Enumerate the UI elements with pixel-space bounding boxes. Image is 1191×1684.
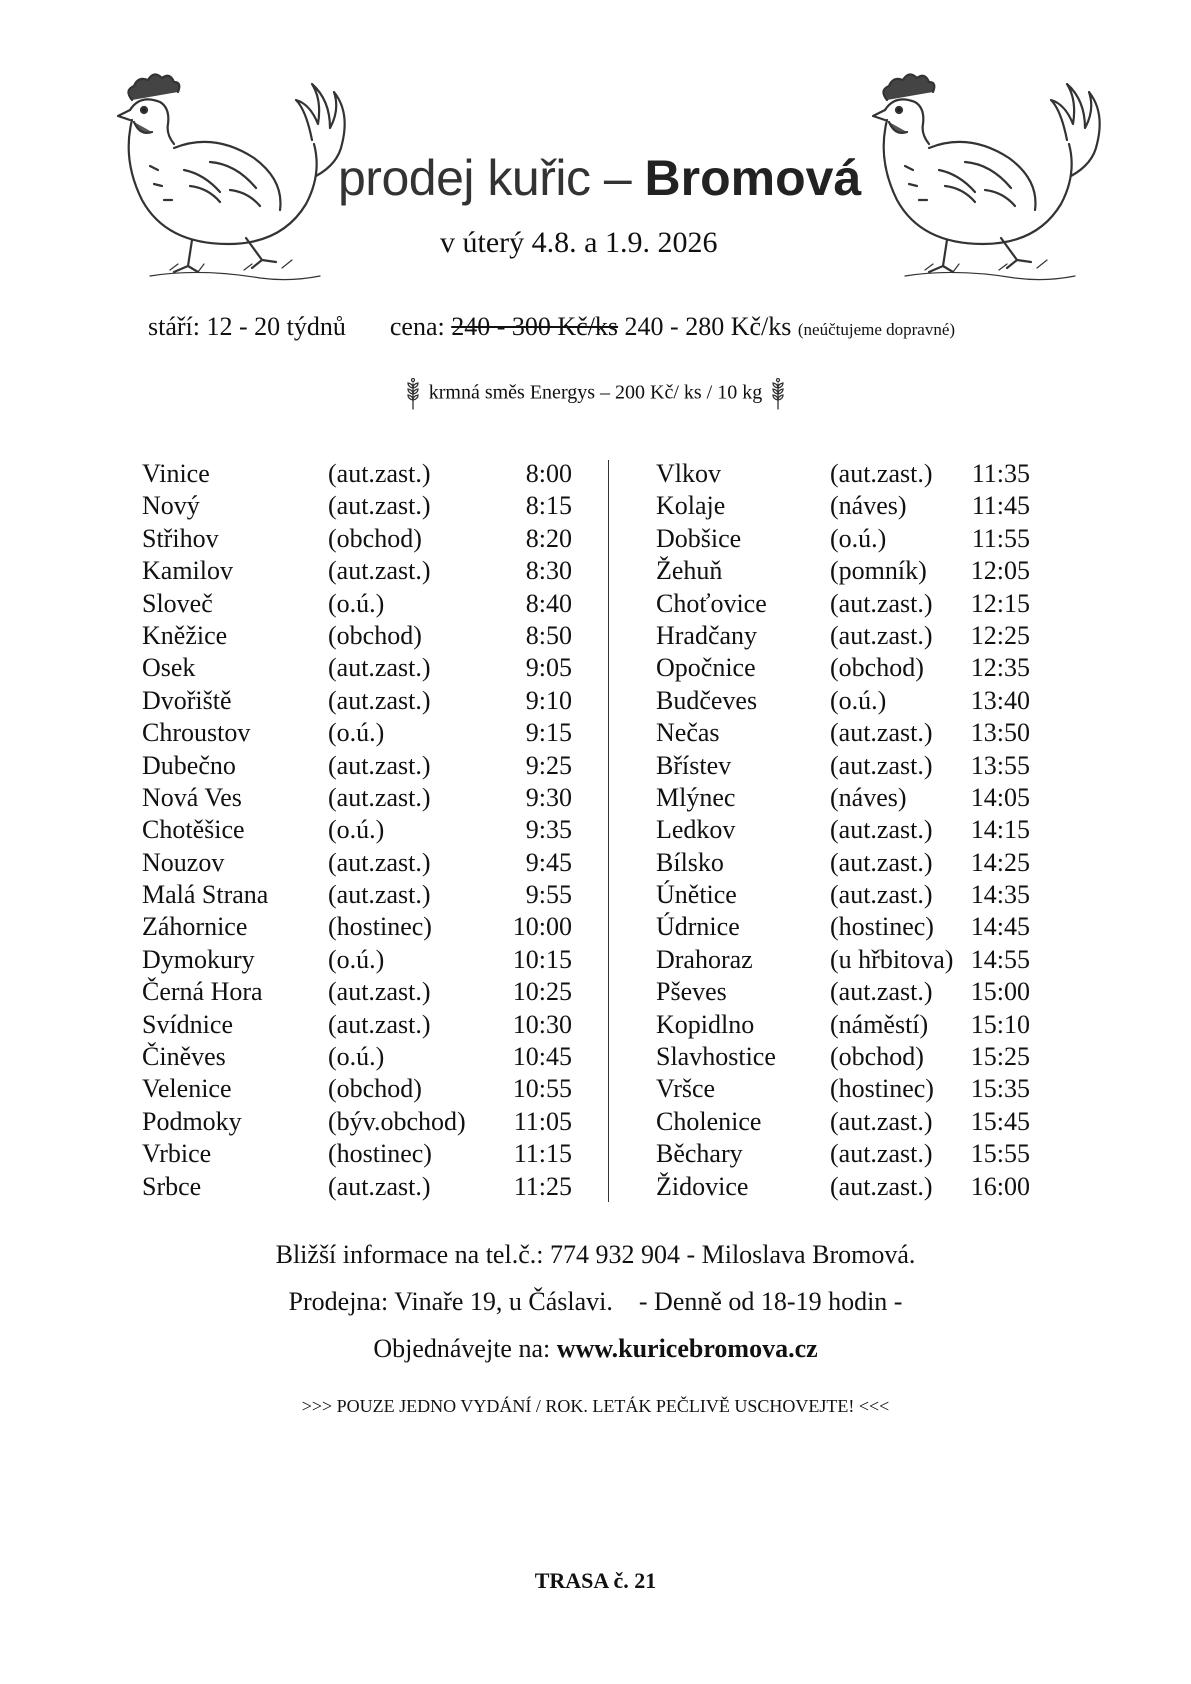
stop-place: (obchod) xyxy=(328,620,422,650)
stop-time: 16:00 xyxy=(970,1171,1030,1201)
schedule-row xyxy=(656,717,1056,749)
schedule-row xyxy=(142,847,582,879)
shop-hours: - Denně od 18-19 hodin - xyxy=(638,1287,903,1316)
stop-time: 15:35 xyxy=(970,1074,1030,1104)
age-price-line xyxy=(148,312,955,342)
town-name: Údrnice xyxy=(656,912,740,942)
page-title xyxy=(338,148,868,208)
title-light: prodej kuřic – xyxy=(338,150,645,206)
town-name: Pševes xyxy=(656,977,727,1007)
schedule-row xyxy=(142,976,582,1008)
feed-line xyxy=(0,378,1191,410)
stop-time: 14:05 xyxy=(970,782,1030,812)
stop-time: 15:00 xyxy=(970,977,1030,1007)
schedule-row xyxy=(142,782,582,814)
town-name: Choťovice xyxy=(656,588,767,618)
stop-place: (obchod) xyxy=(830,653,924,683)
stop-place: (aut.zast.) xyxy=(830,847,933,877)
new-price: 240 - 280 Kč/ks xyxy=(624,312,792,341)
schedule-row xyxy=(656,1138,1056,1170)
route-number: TRASA č. 21 xyxy=(534,1568,657,1593)
stop-place: (aut.zast.) xyxy=(830,588,933,618)
order-line xyxy=(0,1334,1191,1364)
town-name: Dubečno xyxy=(142,750,236,780)
stop-place: (aut.zast.) xyxy=(328,491,431,521)
stop-time: 11:15 xyxy=(513,1139,572,1169)
hen-icon xyxy=(110,70,350,286)
schedule-row xyxy=(142,1073,582,1105)
stop-time: 8:50 xyxy=(525,620,572,650)
schedule-row xyxy=(142,555,582,587)
stop-place: (aut.zast.) xyxy=(830,459,933,488)
schedule-row xyxy=(142,911,582,943)
schedule-row xyxy=(142,879,582,911)
town-name: Černá Hora xyxy=(142,977,263,1007)
stop-place: (o.ú.) xyxy=(328,815,385,845)
hen-icon xyxy=(865,70,1105,286)
stop-place: (hostinec) xyxy=(328,1139,432,1169)
stop-time: 9:25 xyxy=(525,750,572,780)
stop-time: 11:05 xyxy=(513,1106,572,1136)
schedule-row xyxy=(656,523,1056,555)
town-name: Bílsko xyxy=(656,847,724,877)
stop-time: 8:00 xyxy=(525,459,572,488)
schedule-row xyxy=(656,814,1056,846)
stop-time: 9:45 xyxy=(525,847,572,877)
stop-time: 10:45 xyxy=(512,1042,572,1072)
schedule-row xyxy=(656,1041,1056,1073)
schedule-row xyxy=(656,685,1056,717)
stop-place: (náves) xyxy=(830,782,907,812)
schedule-row xyxy=(142,1138,582,1170)
title-bold: Bromová xyxy=(644,150,862,206)
town-name: Běchary xyxy=(656,1139,743,1169)
town-name: Žehuň xyxy=(656,556,723,586)
town-name: Kopidlno xyxy=(656,1009,755,1039)
town-name: Podmoky xyxy=(142,1106,242,1136)
town-name: Budčeves xyxy=(656,685,758,715)
town-name: Kolaje xyxy=(656,491,726,521)
stop-place: (hostinec) xyxy=(830,912,934,942)
feed-text: krmná směs Energys – 200 Kč/ ks / 10 kg xyxy=(428,381,763,404)
stop-place: (aut.zast.) xyxy=(328,685,431,715)
schedule-row xyxy=(656,555,1056,587)
town-name: Dvořiště xyxy=(142,685,232,715)
schedule-row xyxy=(656,1073,1056,1105)
schedule-row xyxy=(656,490,1056,522)
stop-time: 9:10 xyxy=(525,685,572,715)
stop-place: (obchod) xyxy=(328,1074,422,1104)
schedule-row xyxy=(656,1009,1056,1041)
town-name: Opočnice xyxy=(656,653,756,683)
stop-time: 14:45 xyxy=(970,912,1030,942)
stop-place: (aut.zast.) xyxy=(830,880,933,910)
stop-place: (aut.zast.) xyxy=(328,556,431,586)
stop-time: 10:25 xyxy=(512,977,572,1007)
schedule-row xyxy=(142,458,582,490)
town-name: Malá Strana xyxy=(142,880,269,910)
stop-time: 11:35 xyxy=(971,459,1030,488)
stop-place: (o.ú.) xyxy=(328,718,385,748)
town-name: Osek xyxy=(142,653,196,683)
stop-time: 9:35 xyxy=(525,815,572,845)
stop-place: (hostinec) xyxy=(830,1074,934,1104)
stop-time: 9:30 xyxy=(525,782,572,812)
stop-time: 9:15 xyxy=(525,718,572,748)
town-name: Židovice xyxy=(656,1171,749,1201)
schedule-row xyxy=(656,1171,1056,1203)
shop-address: Prodejna: Vinaře 19, u Čáslavi. xyxy=(288,1287,613,1316)
town-name: Svídnice xyxy=(142,1009,233,1039)
stop-time: 13:55 xyxy=(970,750,1030,780)
schedule-row xyxy=(142,1106,582,1138)
schedule-row xyxy=(656,1106,1056,1138)
stop-place: (aut.zast.) xyxy=(830,1171,933,1201)
stop-place: (pomník) xyxy=(830,556,927,586)
schedule-row xyxy=(656,652,1056,684)
town-name: Nečas xyxy=(656,718,720,748)
schedule-row xyxy=(142,523,582,555)
town-name: Únětice xyxy=(656,880,737,910)
town-name: Velenice xyxy=(142,1074,232,1104)
age-text: stáří: 12 - 20 týdnů xyxy=(148,312,346,341)
schedule-row xyxy=(656,458,1056,490)
town-name: Cholenice xyxy=(656,1106,762,1136)
stop-place: (aut.zast.) xyxy=(328,880,431,910)
stop-place: (aut.zast.) xyxy=(328,459,431,488)
town-name: Dobšice xyxy=(656,523,742,553)
town-name: Drahoraz xyxy=(656,944,753,974)
town-name: Činěves xyxy=(142,1042,226,1072)
old-price: 240 - 300 Kč/ks xyxy=(451,312,619,341)
stop-time: 8:40 xyxy=(525,588,572,618)
column-divider xyxy=(608,460,609,1202)
town-name: Hradčany xyxy=(656,620,758,650)
stop-place: (u hřbitova) xyxy=(830,944,954,974)
town-name: Vršce xyxy=(656,1074,716,1104)
town-name: Chroustov xyxy=(142,718,251,748)
sale-dates: v úterý 4.8. a 1.9. 2026 xyxy=(440,226,718,259)
stop-time: 15:55 xyxy=(970,1139,1030,1169)
town-name: Vrbice xyxy=(142,1139,212,1169)
stop-place: (o.ú.) xyxy=(830,685,887,715)
town-name: Ledkov xyxy=(656,815,736,845)
stop-time: 15:45 xyxy=(970,1106,1030,1136)
stop-place: (aut.zast.) xyxy=(830,718,933,748)
town-name: Břístev xyxy=(656,750,732,780)
stop-time: 10:30 xyxy=(512,1009,572,1039)
stop-time: 14:15 xyxy=(970,815,1030,845)
stop-time: 10:00 xyxy=(512,912,572,942)
town-name: Dymokury xyxy=(142,944,255,974)
town-name: Střihov xyxy=(142,523,219,553)
stop-place: (o.ú.) xyxy=(328,944,385,974)
schedule-row xyxy=(656,847,1056,879)
stop-place: (aut.zast.) xyxy=(328,1009,431,1039)
price-label: cena: xyxy=(389,312,445,341)
stop-time: 12:15 xyxy=(970,588,1030,618)
stop-place: (aut.zast.) xyxy=(830,1139,933,1169)
stop-place: (aut.zast.) xyxy=(328,750,431,780)
schedule-row xyxy=(142,1009,582,1041)
stop-place: (o.ú.) xyxy=(830,523,887,553)
schedule-row xyxy=(656,944,1056,976)
stop-place: (náměstí) xyxy=(830,1009,929,1039)
stop-place: (o.ú.) xyxy=(328,588,385,618)
schedule-row xyxy=(142,814,582,846)
stop-time: 10:15 xyxy=(512,944,572,974)
stop-time: 14:25 xyxy=(970,847,1030,877)
schedule-row xyxy=(142,620,582,652)
schedule-row xyxy=(142,490,582,522)
wheat-icon xyxy=(770,378,786,410)
stop-place: (aut.zast.) xyxy=(328,977,431,1007)
schedule-row xyxy=(656,620,1056,652)
stop-place: (aut.zast.) xyxy=(328,653,431,683)
schedule-row xyxy=(656,750,1056,782)
keep-leaflet-notice: >>> POUZE JEDNO VYDÁNÍ / ROK. LETÁK PEČLIVĚ USCHOVEJTE! <<< xyxy=(301,1396,890,1416)
town-name: Nová Ves xyxy=(142,782,242,812)
stop-place: (o.ú.) xyxy=(328,1042,385,1072)
stop-place: (aut.zast.) xyxy=(830,750,933,780)
stop-time: 15:25 xyxy=(970,1042,1030,1072)
stop-time: 10:55 xyxy=(512,1074,572,1104)
stop-place: (náves) xyxy=(830,491,907,521)
town-name: Nový xyxy=(142,491,200,521)
town-name: Vlkov xyxy=(656,459,721,488)
stop-place: (aut.zast.) xyxy=(830,977,933,1007)
town-name: Srbce xyxy=(142,1171,202,1201)
schedule-row xyxy=(142,685,582,717)
stop-place: (aut.zast.) xyxy=(328,782,431,812)
stop-time: 11:45 xyxy=(971,491,1030,521)
stop-time: 14:55 xyxy=(970,944,1030,974)
stop-time: 11:25 xyxy=(513,1171,572,1201)
schedule-row xyxy=(142,1171,582,1203)
shop-line xyxy=(0,1287,1191,1317)
stop-time: 15:10 xyxy=(970,1009,1030,1039)
wheat-icon xyxy=(405,378,421,410)
schedule-row xyxy=(656,782,1056,814)
town-name: Záhornice xyxy=(142,912,248,942)
town-name: Slavhostice xyxy=(656,1042,776,1072)
stop-time: 13:40 xyxy=(970,685,1030,715)
stop-place: (býv.obchod) xyxy=(328,1106,466,1136)
transport-note: (neúčtujeme dopravné) xyxy=(797,320,956,339)
stop-place: (aut.zast.) xyxy=(830,815,933,845)
stop-place: (hostinec) xyxy=(328,912,432,942)
town-name: Nouzov xyxy=(142,847,225,877)
schedule-right-column xyxy=(656,458,1056,1203)
stop-place: (aut.zast.) xyxy=(830,1106,933,1136)
contact-phone-line: Bližší informace na tel.č.: 774 932 904 - Miloslava Bromová. xyxy=(275,1240,916,1269)
stop-place: (aut.zast.) xyxy=(830,620,933,650)
schedule-row xyxy=(656,879,1056,911)
stop-time: 12:05 xyxy=(970,556,1030,586)
stop-time: 13:50 xyxy=(970,718,1030,748)
stop-time: 9:55 xyxy=(525,880,572,910)
stop-time: 12:25 xyxy=(970,620,1030,650)
stop-time: 9:05 xyxy=(525,653,572,683)
stop-place: (obchod) xyxy=(328,523,422,553)
stop-time: 8:15 xyxy=(525,491,572,521)
stop-time: 12:35 xyxy=(970,653,1030,683)
town-name: Kněžice xyxy=(142,620,228,650)
town-name: Chotěšice xyxy=(142,815,245,845)
schedule-row xyxy=(142,1041,582,1073)
order-label: Objednávejte na: xyxy=(373,1334,557,1363)
schedule-row xyxy=(656,976,1056,1008)
schedule-row xyxy=(656,588,1056,620)
schedule-row xyxy=(656,911,1056,943)
town-name: Kamilov xyxy=(142,556,233,586)
stop-time: 8:30 xyxy=(525,556,572,586)
stop-place: (aut.zast.) xyxy=(328,847,431,877)
stop-time: 8:20 xyxy=(525,523,572,553)
schedule-row xyxy=(142,588,582,620)
schedule-row xyxy=(142,717,582,749)
stop-time: 14:35 xyxy=(970,880,1030,910)
town-name: Vinice xyxy=(142,459,210,488)
schedule-row xyxy=(142,750,582,782)
stop-place: (obchod) xyxy=(830,1042,924,1072)
schedule-row xyxy=(142,944,582,976)
schedule-row xyxy=(142,652,582,684)
schedule-left-column xyxy=(142,458,582,1203)
town-name: Sloveč xyxy=(142,588,213,618)
stop-time: 11:55 xyxy=(971,523,1030,553)
website-link[interactable]: www.kuricebromova.cz xyxy=(556,1334,818,1363)
stop-place: (aut.zast.) xyxy=(328,1171,431,1201)
town-name: Mlýnec xyxy=(656,782,736,812)
